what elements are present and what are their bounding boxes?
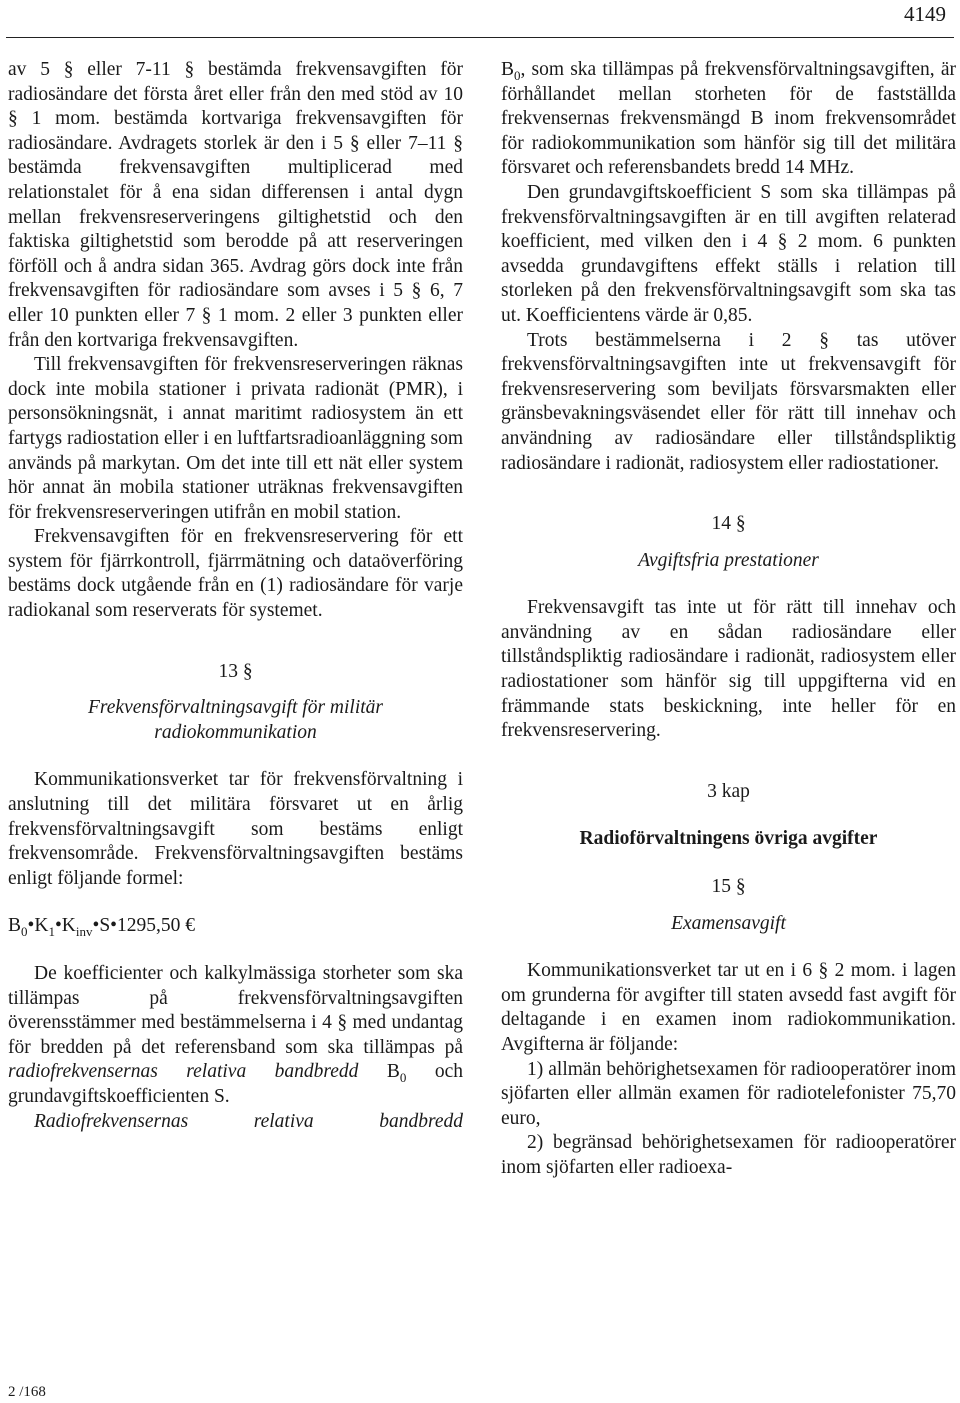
list-item-2: 2) begränsad behörighetsexamen för radiooperatörer inom sjöfarten eller radioexa- bbox=[501, 1132, 956, 1178]
left-paragraph-5 bbox=[8, 962, 463, 1110]
right-paragraph-1-sub: 0 bbox=[514, 67, 521, 83]
left-paragraph-5-end: och grundavgiftskoefficienten S. bbox=[8, 1061, 464, 1107]
formula-b: B bbox=[8, 915, 22, 937]
section-13-title-line-2: radiokommunikation bbox=[154, 721, 317, 743]
right-paragraph-4: Frekvensavgift tas inte ut för rätt till innehav och användning av en sådan radiosändare eller tillståndspliktig radiosändare i radionät, radiosystem eller radiostationer som hänför sig till uppgifterna vid en främmande stats beskickning, inte heller för en frekvensreservering. bbox=[501, 597, 956, 742]
left-paragraph-1: av 5 § eller 7-11 § bestämda frekvensavgiften för radiosändare det första året eller från den med stöd av 10 § 1 mom. bestämda kortvariga frekvensavgiften för radiosändare. Avdragets storlek är den i 5 § eller 7–11 § bestämda frekvensavgiften multiplicerad med relationstalet för å ena sidan differensen i antal dygn mellan frekvensreserveringens giltighetstid och den faktiska giltighetstid som berodde på att reserveringen förföll och å andra sidan 365. Avdrag görs dock inte från frekvensavgiften för radiosändare som avses i 5 § 6, 7 eller 10 punkten eller 7 § 1 mom. 2 eller 3 punkten eller från den kortvariga frekvensavgiften. bbox=[8, 59, 463, 351]
page-number: 4149 bbox=[904, 2, 946, 26]
left-paragraph-3: Frekvensavgiften för en frekvensreservering för ett system för fjärrkontroll, fjärrmätning och dataöverföring bestäms dock utgående från en (1) radiosändare för varje radiokanal som reserverats för systemet. bbox=[8, 526, 463, 622]
right-paragraph-2: Den grundavgiftskoefficient S som ska tillämpas på frekvensförvaltningsavgiften är en till avgiften relaterad koefficient, med vilken den i 4 § 2 mom. 6 punkten avsedda grundavgiftens effekt ställs i relation till storleken på den frekvensförvaltningsavgift som ska tas ut. Koefficientens värde är 0,85. bbox=[501, 181, 956, 326]
left-paragraph-4: Kommunikationsverket tar för frekvensförvaltning i anslutning till det militära försvaret ut en årlig frekvensförvaltningsavgift som bestäms enligt frekvensområde. Frekvensförvaltningsavgiften bestäms enligt följande formel: bbox=[8, 769, 463, 889]
left-paragraph-6-italic: Radiofrekvensernas relativa bandbredd bbox=[34, 1110, 463, 1132]
left-paragraph-5-b: B bbox=[358, 1061, 400, 1083]
left-column bbox=[8, 58, 463, 1134]
formula-dot-1: • bbox=[27, 915, 35, 937]
left-paragraph-5-italic: radiofrekvensernas relativa bandbredd bbox=[8, 1061, 359, 1083]
section-14-number: 14 § bbox=[711, 513, 746, 535]
right-paragraph-3: Trots bestämmelserna i 2 § tas utöver frekvensförvaltningsavgiften inte ut frekvensavgift för frekvensreservering som beviljats försvarsmakten eller gränsbevakningsväsendet eller för rätt till innehav och användning av radiosändare eller tillståndspliktig radiosändare i radionät, radiosystem eller radiostationer. bbox=[501, 329, 956, 474]
formula-k: K bbox=[34, 915, 49, 937]
right-paragraph-1-text: , som ska tillämpas på frekvensförvaltningsavgiften, är förhållandet mellan storheten för de fastställda frekvensernas frekvensmängd B inom frekvensområdet för radiokommunikation som hänför sig till det militära försvaret och referensbandets bredd 14 MHz. bbox=[501, 59, 956, 179]
section-13-title bbox=[8, 696, 463, 745]
left-paragraph-5-text: De koefficienter och kalkylmässiga storheter som ska tillämpas på frekvensförvaltningsavgiften överensstämmer med bestämmelserna i 4 § med undantag för bredden på det referensband som ska tillämpas på bbox=[8, 963, 463, 1058]
formula-kinv: K bbox=[61, 915, 76, 937]
left-paragraph-2: Till frekvensavgiften för frekvensreserveringen räknas dock inte mobila stationer i privata radionät (PMR), i personsökningsnät, i annat maritimt radiosystem än ett fartygs radiostation eller i en luftfartsradioanläggning som används på markytan. Om det inte till ett nät eller system hör annat än mobila stationer uträknas frekvensavgiften för frekvensreserveringen utifrån en mobil station. bbox=[8, 354, 463, 523]
section-13-title-line-1: Frekvensförvaltningsavgift för militär bbox=[88, 697, 383, 719]
formula-dot-3: • bbox=[92, 915, 100, 937]
left-paragraph-5-sub: 0 bbox=[399, 1070, 407, 1086]
list-item-1: 1) allmän behörighetsexamen för radiooperatörer inom sjöfarten eller allmän examen för radiotelefonister 75,70 euro, bbox=[501, 1058, 956, 1129]
right-paragraph-5: Kommunikationsverket tar ut en i 6 § 2 mom. i lagen om grunderna för avgifter till staten avsedd fast avgift för deltagande i en examen inom radiokommunikation. Avgifterna är följande: bbox=[501, 960, 956, 1055]
section-13-number: 13 § bbox=[218, 660, 253, 682]
chapter-number: 3 kap bbox=[707, 780, 750, 802]
footer-code: 2 /168 bbox=[8, 1384, 46, 1400]
formula-k-sub: 1 bbox=[48, 924, 55, 940]
formula-rest: S•1295,50 € bbox=[99, 915, 195, 937]
section-15-number: 15 § bbox=[711, 876, 746, 898]
right-paragraph-1 bbox=[501, 58, 956, 181]
header-rule bbox=[6, 37, 954, 38]
section-15-title: Examensavgift bbox=[671, 912, 786, 934]
right-paragraph-1-b: B bbox=[501, 59, 515, 80]
chapter-title: Radioförvaltningens övriga avgifter bbox=[579, 828, 878, 850]
formula bbox=[8, 914, 463, 939]
left-paragraph-6 bbox=[8, 1110, 463, 1135]
formula-dot-2: • bbox=[54, 915, 62, 937]
formula-kinv-sub: inv bbox=[75, 924, 93, 940]
formula-b-sub: 0 bbox=[21, 924, 28, 940]
right-column bbox=[501, 58, 956, 1181]
section-14-title: Avgiftsfria prestationer bbox=[638, 549, 819, 571]
